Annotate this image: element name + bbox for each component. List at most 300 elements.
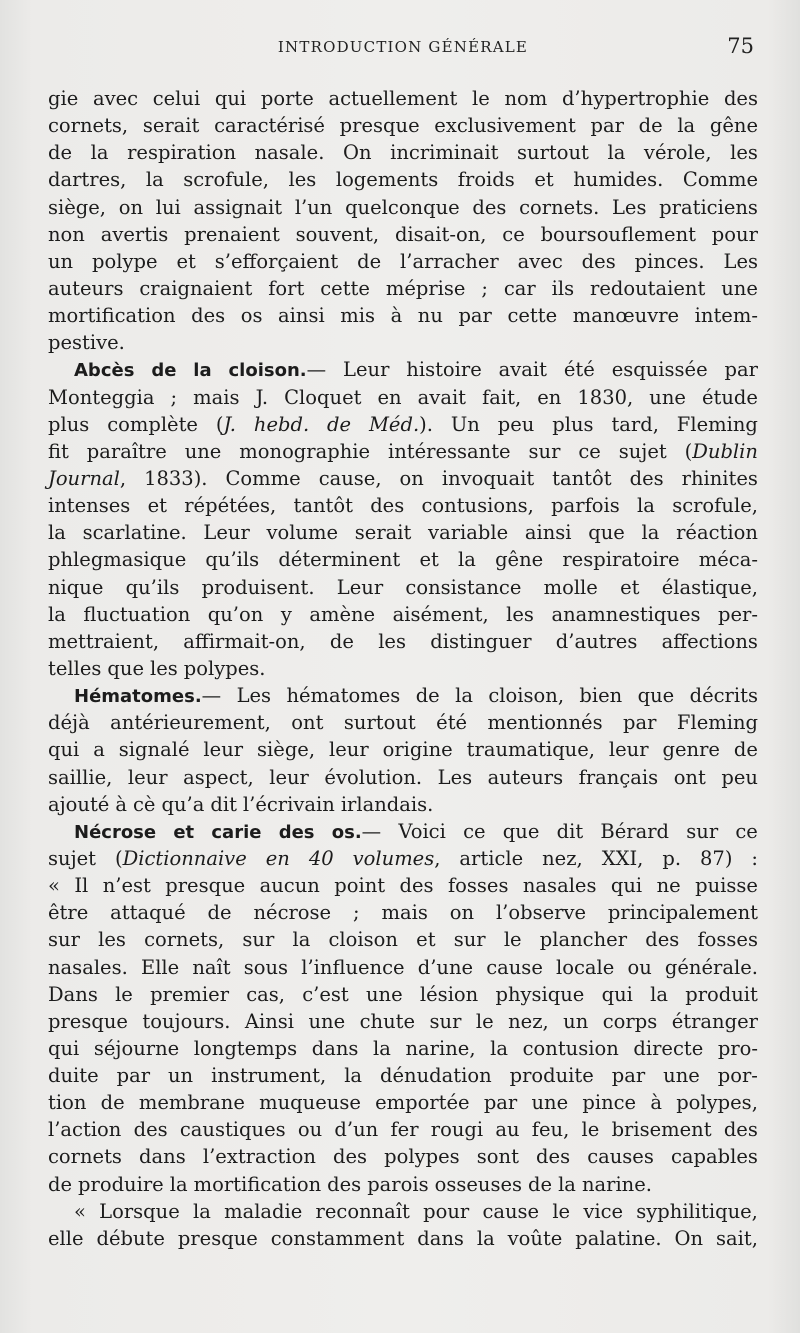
word — [677, 411, 758, 438]
text-run: auteurs — [48, 276, 124, 300]
text-run: des — [536, 1145, 571, 1169]
word — [442, 465, 534, 492]
word — [48, 1089, 86, 1116]
text-run: monographie — [239, 439, 371, 463]
text-run: per- — [718, 602, 758, 626]
word — [48, 492, 130, 519]
word — [517, 139, 589, 166]
text-run: rhinites — [681, 466, 758, 490]
text-run: les — [506, 602, 534, 626]
text-run: telles — [48, 656, 102, 680]
word — [645, 926, 679, 953]
word — [378, 384, 402, 411]
text-run: siège, — [48, 195, 107, 219]
text-run: gêne — [709, 114, 758, 138]
word — [48, 1008, 128, 1035]
text-run: ainsi — [278, 304, 325, 328]
text-line — [48, 791, 758, 818]
italic-citation: J. — [223, 412, 236, 436]
word — [214, 112, 325, 139]
italic-citation: hebd. — [253, 412, 310, 436]
text-run: des — [472, 195, 507, 219]
text-run: les — [288, 168, 317, 192]
text-run: et — [620, 575, 640, 599]
text-run: fer — [390, 1118, 419, 1142]
word — [345, 194, 460, 221]
word — [203, 736, 243, 763]
text-run: réaction — [676, 521, 758, 545]
word — [579, 764, 659, 791]
word — [718, 1062, 758, 1089]
text-run: Ainsi — [244, 1009, 295, 1033]
text-line — [48, 112, 758, 139]
text-run: membrane — [138, 1091, 245, 1115]
word — [48, 329, 125, 356]
italic-citation: Dictionnaive — [122, 846, 247, 870]
word — [552, 275, 574, 302]
text-run: logements — [335, 168, 439, 192]
word — [499, 356, 547, 383]
word — [552, 1198, 570, 1225]
text-run: scrofule, — [183, 168, 269, 192]
text-run: cloison — [328, 928, 398, 952]
word — [482, 384, 521, 411]
text-run: dartres, — [48, 168, 127, 192]
word — [536, 1143, 570, 1170]
text-run: serait — [354, 521, 412, 545]
word — [418, 954, 473, 981]
text-run: disait-on, — [394, 222, 487, 246]
text-run: ou — [297, 1118, 323, 1142]
word — [170, 1171, 188, 1198]
text-run: en — [377, 385, 402, 409]
word — [146, 166, 164, 193]
word — [430, 628, 531, 655]
text-run: une — [184, 439, 222, 463]
text-run: une — [366, 982, 403, 1006]
word — [184, 492, 276, 519]
text-run: Comme — [682, 168, 758, 192]
word — [488, 682, 564, 709]
text-run: ou — [627, 955, 652, 979]
word — [48, 899, 88, 926]
text-run: sur — [48, 928, 80, 952]
text-run: respiratoire — [562, 548, 680, 572]
word — [296, 221, 379, 248]
text-run: par — [483, 1091, 518, 1115]
word — [375, 1089, 470, 1116]
text-line — [48, 1116, 758, 1143]
text-run: l’extraction — [202, 1145, 316, 1169]
text-run: un — [563, 1009, 589, 1033]
text-run: la — [292, 928, 311, 952]
text-line — [48, 356, 758, 383]
text-run: des — [327, 1172, 362, 1196]
text-run: que — [502, 819, 540, 843]
word — [603, 1008, 657, 1035]
word — [551, 492, 620, 519]
text-run: leur — [608, 738, 649, 762]
text-line — [48, 519, 758, 546]
word — [573, 166, 663, 193]
text-run: distinguer — [430, 629, 532, 653]
text-run: narine, — [405, 1036, 476, 1060]
word — [416, 926, 435, 953]
word — [578, 438, 600, 465]
word — [420, 981, 478, 1008]
word — [48, 736, 79, 763]
word — [202, 574, 315, 601]
text-run: sujet — [618, 439, 667, 463]
italic-citation: Méd. — [368, 412, 420, 436]
word — [266, 845, 290, 872]
text-run: la — [455, 684, 473, 708]
word — [253, 899, 331, 926]
text-run: à — [650, 1091, 662, 1115]
italic-citation: volumes — [352, 846, 435, 870]
word — [602, 981, 633, 1008]
word — [608, 899, 758, 926]
word — [48, 791, 109, 818]
text-run: une — [649, 385, 686, 409]
section-heading-word: Hématomes. — [74, 686, 202, 708]
section-heading-word: des — [278, 821, 315, 843]
text-run: auteurs — [487, 765, 564, 789]
word — [224, 1198, 302, 1225]
text-run: la — [344, 1064, 363, 1088]
word — [455, 682, 473, 709]
word — [279, 818, 315, 845]
text-run: cloison, — [488, 684, 565, 708]
word — [650, 1089, 662, 1116]
word — [697, 926, 758, 953]
word — [630, 465, 664, 492]
text-run: pestive. — [48, 331, 125, 355]
word — [210, 791, 237, 818]
text-run: ajouté — [48, 792, 110, 816]
text-run: dans — [139, 1145, 186, 1169]
text-run: une — [308, 1009, 346, 1033]
word — [390, 139, 498, 166]
text-run: consistance — [405, 575, 522, 599]
word — [142, 1008, 230, 1035]
text-run: plus — [48, 412, 90, 436]
text-run: intem- — [694, 304, 758, 328]
word — [343, 139, 372, 166]
text-run: surtout — [343, 711, 416, 735]
word — [266, 519, 338, 546]
word — [675, 1225, 704, 1252]
text-run: tantôt — [293, 494, 353, 518]
word — [245, 1008, 294, 1035]
text-line — [48, 1171, 758, 1198]
text-line — [48, 899, 758, 926]
word — [48, 411, 89, 438]
word — [153, 85, 201, 112]
italic-citation: de — [327, 412, 352, 436]
text-run: vice — [583, 1199, 624, 1223]
text-run: des — [370, 494, 405, 518]
text-run: Leur — [336, 575, 384, 599]
word — [454, 926, 486, 953]
word — [484, 1089, 517, 1116]
text-run: leur — [328, 738, 369, 762]
word — [590, 275, 705, 302]
text-run: mettraient, — [48, 629, 160, 653]
text-run: nécrose — [253, 901, 332, 925]
text-run: volume — [266, 521, 339, 545]
word — [115, 845, 247, 872]
text-run: au — [495, 1118, 520, 1142]
word — [366, 981, 403, 1008]
word — [488, 709, 603, 736]
word — [216, 411, 236, 438]
text-run: polypes. — [183, 656, 266, 680]
word — [582, 1116, 600, 1143]
text-run: boursouflement — [540, 222, 696, 246]
word — [229, 356, 327, 383]
text-run: que — [637, 684, 675, 708]
word — [343, 356, 389, 383]
word — [193, 194, 282, 221]
word — [176, 248, 195, 275]
text-run: été — [436, 711, 468, 735]
word — [215, 85, 246, 112]
word — [686, 818, 718, 845]
word — [682, 465, 758, 492]
running-title: INTRODUCTION GÉNÉRALE — [277, 38, 529, 56]
word — [488, 764, 563, 791]
text-run: sait, — [716, 1226, 758, 1250]
text-run: ; — [170, 385, 178, 409]
text-run: méprise — [385, 276, 466, 300]
text-run: le — [472, 87, 490, 110]
word — [587, 1143, 654, 1170]
word — [751, 845, 758, 872]
text-run: molle — [543, 575, 598, 599]
word — [481, 275, 488, 302]
text-line — [48, 438, 758, 465]
text-run: avec — [517, 249, 563, 273]
word — [133, 791, 155, 818]
text-run: le — [503, 928, 522, 952]
word — [659, 194, 758, 221]
text-run: Dans — [48, 982, 98, 1006]
word — [712, 221, 758, 248]
word — [607, 139, 625, 166]
word — [139, 1089, 245, 1116]
word — [519, 194, 599, 221]
word — [627, 954, 651, 981]
text-run: les — [98, 928, 126, 952]
word — [48, 139, 72, 166]
text-line — [48, 764, 758, 791]
word — [472, 194, 506, 221]
word — [92, 248, 158, 275]
text-run: la — [476, 1226, 495, 1250]
word — [48, 248, 73, 275]
word — [327, 411, 351, 438]
word — [302, 981, 349, 1008]
word — [525, 519, 572, 546]
text-run: Fleming — [676, 711, 758, 735]
word — [434, 112, 575, 139]
text-run: générale. — [664, 955, 758, 979]
word — [301, 954, 404, 981]
text-line — [48, 736, 758, 763]
text-run: plus — [552, 412, 594, 436]
word — [254, 411, 309, 438]
word — [281, 601, 292, 628]
word — [395, 221, 487, 248]
word — [662, 628, 758, 655]
word — [458, 166, 515, 193]
text-run: ). — [419, 412, 433, 436]
word — [730, 139, 758, 166]
text-run: polypes — [384, 1145, 460, 1169]
word — [320, 275, 370, 302]
text-run: ( — [114, 846, 123, 870]
text-line — [48, 1062, 758, 1089]
text-run: intenses — [48, 494, 131, 518]
word — [718, 1035, 758, 1062]
word — [191, 302, 225, 329]
text-run: fait, — [482, 385, 522, 409]
word — [332, 818, 381, 845]
word — [284, 384, 361, 411]
text-run: Un — [450, 412, 480, 436]
word — [334, 872, 385, 899]
word — [710, 112, 758, 139]
text-run: constamment — [270, 1226, 405, 1250]
word — [324, 764, 422, 791]
word — [458, 546, 476, 573]
text-run: mortification — [48, 304, 176, 328]
text-run: antérieurement, — [110, 711, 271, 735]
word — [340, 302, 375, 329]
word — [663, 736, 720, 763]
word — [490, 1035, 508, 1062]
text-run: des — [191, 304, 226, 328]
text-run: qu’ils — [125, 575, 180, 599]
text-run: de — [357, 249, 382, 273]
word — [523, 1035, 619, 1062]
word — [341, 791, 434, 818]
word — [291, 709, 323, 736]
word — [319, 465, 382, 492]
word — [735, 818, 757, 845]
text-run: un — [168, 1064, 194, 1088]
word — [602, 845, 644, 872]
text-run: dans — [311, 1036, 359, 1060]
word — [74, 356, 134, 383]
word — [552, 411, 593, 438]
text-run: « — [74, 1199, 86, 1223]
word — [337, 574, 383, 601]
word — [508, 1008, 549, 1035]
text-run: cornets. — [519, 195, 600, 219]
word — [495, 546, 543, 573]
text-run: la — [607, 141, 626, 165]
word — [48, 166, 126, 193]
word — [582, 1171, 652, 1198]
text-run: de — [415, 684, 440, 708]
text-run: déterminent — [278, 548, 401, 572]
word — [672, 1008, 758, 1035]
text-line — [48, 194, 758, 221]
text-run: le — [475, 1009, 494, 1033]
text-run: phlegmasique — [48, 548, 187, 572]
text-run: par — [116, 1064, 151, 1088]
text-run: à — [115, 792, 127, 816]
text-run: l’observe — [495, 901, 587, 925]
word — [529, 438, 561, 465]
text-run: dit — [210, 792, 237, 816]
text-run: locale — [556, 955, 615, 979]
word — [115, 791, 127, 818]
word — [400, 465, 424, 492]
word — [685, 438, 758, 465]
text-run: contusion — [522, 1036, 619, 1060]
word — [531, 1089, 568, 1116]
text-run: 1833). — [144, 466, 208, 490]
word — [353, 899, 360, 926]
text-run: serait — [142, 114, 200, 138]
word — [128, 764, 168, 791]
text-line — [48, 85, 758, 112]
text-run: irlandais. — [340, 792, 434, 816]
text-run: Comme — [225, 466, 301, 490]
word — [588, 519, 625, 546]
text-run: on — [449, 901, 475, 925]
text-run: en — [537, 385, 562, 409]
word — [495, 981, 584, 1008]
text-run: cornets — [48, 1145, 122, 1169]
text-run: corps — [602, 1009, 658, 1033]
word — [328, 85, 457, 112]
text-run: Leur — [343, 358, 390, 382]
word — [144, 465, 207, 492]
text-run: mis — [340, 304, 375, 328]
word — [74, 1198, 86, 1225]
text-run: de — [528, 1172, 553, 1196]
word — [173, 818, 194, 845]
word — [312, 1035, 359, 1062]
text-run: affirmait-on, — [183, 629, 306, 653]
word — [334, 1116, 378, 1143]
section-heading-word: os. — [331, 821, 362, 843]
text-run: l’un — [294, 195, 333, 219]
text-run: de — [733, 738, 758, 762]
word — [148, 492, 167, 519]
word — [237, 682, 272, 709]
text-run: mortification — [193, 1172, 322, 1196]
text-run: s’efforçaient — [214, 249, 339, 273]
word — [506, 601, 534, 628]
word — [48, 574, 103, 601]
text-run: variable — [428, 521, 509, 545]
word — [676, 519, 758, 546]
text-line — [48, 1198, 758, 1225]
word — [609, 736, 649, 763]
text-run: « — [48, 874, 60, 898]
word — [430, 1008, 462, 1035]
section-heading-word: la — [193, 360, 212, 382]
word — [144, 926, 224, 953]
text-run: Cloquet — [284, 385, 362, 409]
word — [428, 519, 508, 546]
text-line — [48, 709, 758, 736]
